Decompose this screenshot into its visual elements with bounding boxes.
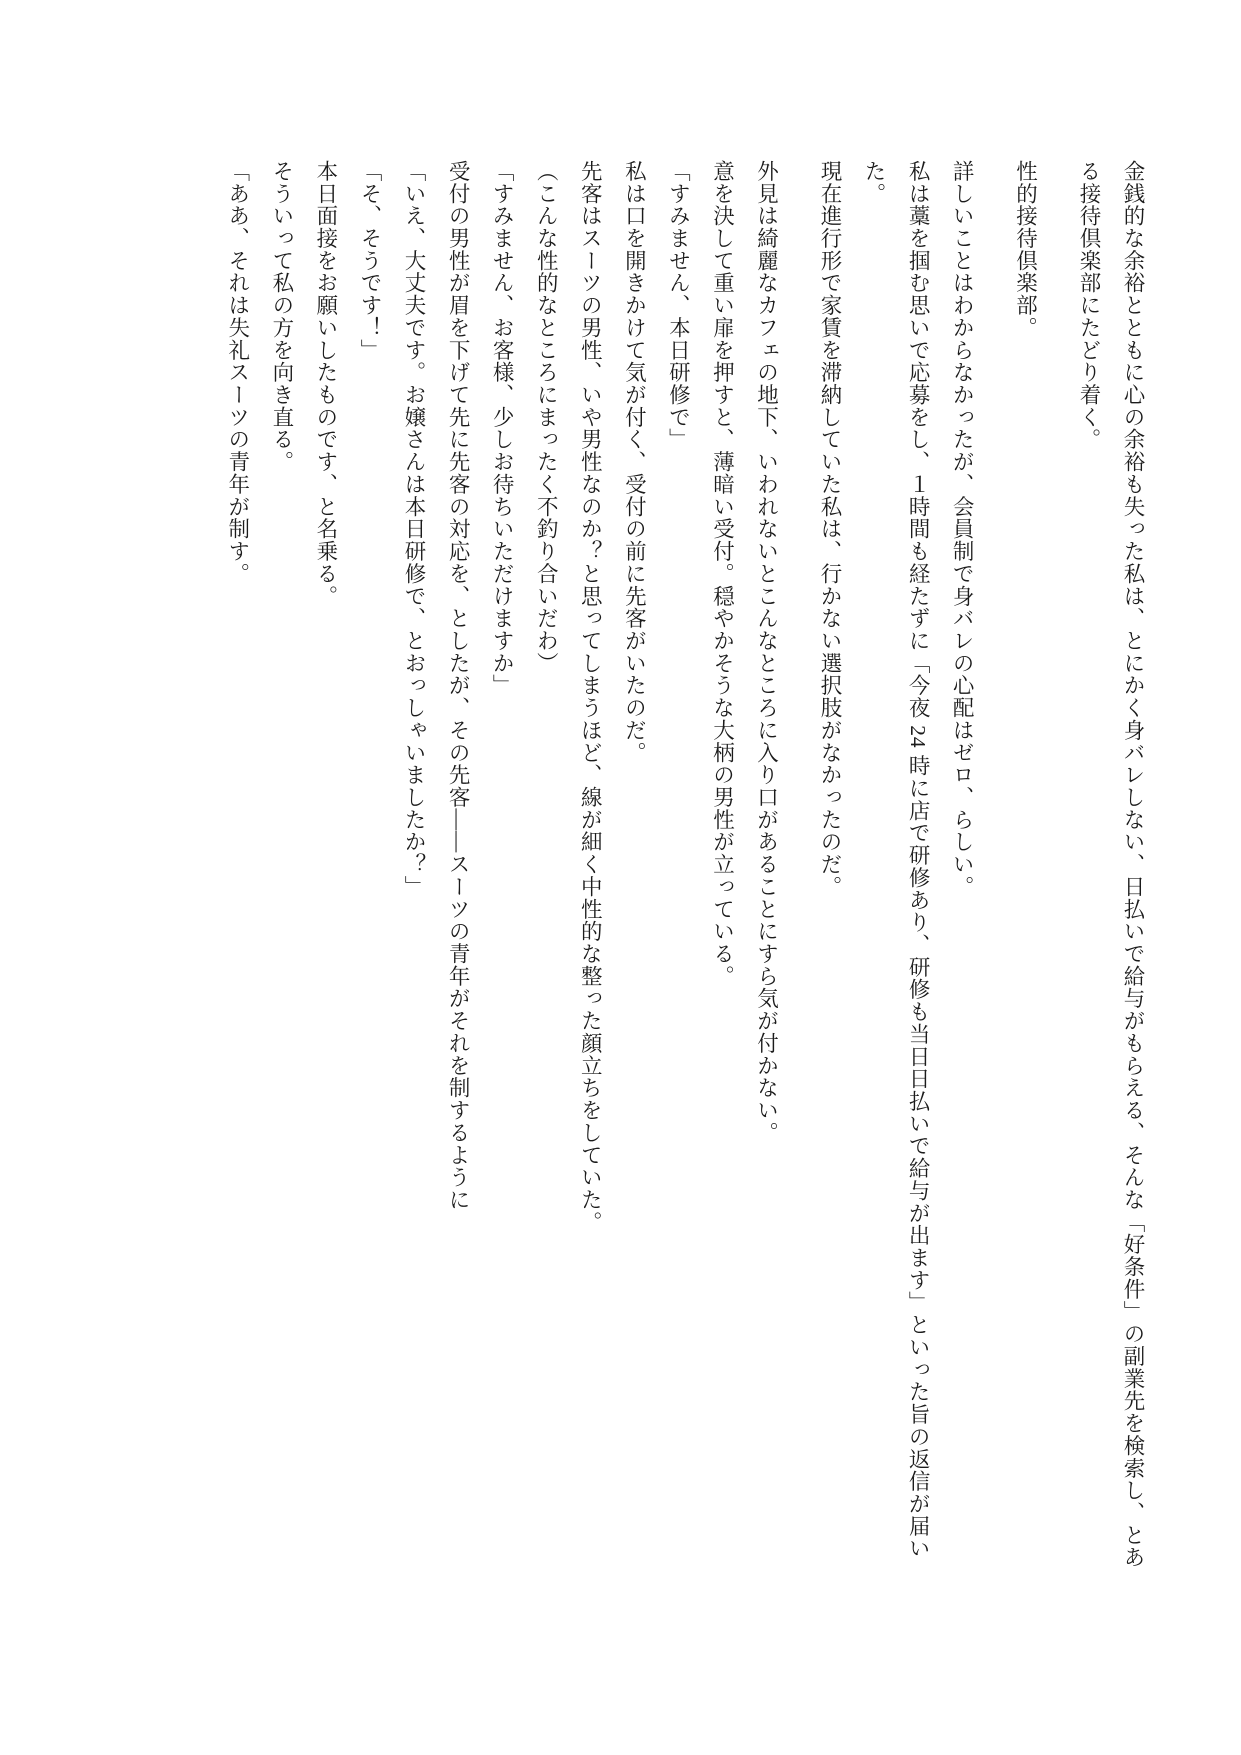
paragraph: 意を決して重い扉を押すと、薄暗い受付。穏やかそうな大柄の男性が立っている。 xyxy=(710,160,735,988)
vertical-text-body xyxy=(95,160,1155,1580)
paragraph: 「すみません、お客様、少しお待ちいただけますか」 xyxy=(490,160,515,697)
paragraph-spacer xyxy=(984,160,1003,1580)
paragraph: 「そ、そうです！」 xyxy=(357,160,382,362)
paragraph: （こんな性的なところにまったく不釣り合いだわ） xyxy=(534,160,559,675)
paragraph: 「すみません、本日研修で」 xyxy=(666,160,691,451)
paragraph: 私は口を開きかけて気が付く、受付の前に先客がいたのだ。 xyxy=(622,160,647,764)
paragraph: 詳しいことはわからなかったが、会員制で身バレの心配はゼロ、らしい。 xyxy=(950,160,975,898)
paragraph: 受付の男性が眉を下げて先に先客の対応を、としたが、その先客――スーツの青年がそれを制するように xyxy=(446,160,471,1211)
paragraph: 「いえ、大丈夫です。お嬢さんは本日研修で、とおっしゃいましたか？」 xyxy=(402,160,427,898)
paragraph: 本日面接をお願いしたものです、と名乗る。 xyxy=(313,160,338,608)
paragraph: 私は藁を掴む思いで応募をし、１時間も経たずに「今夜 24 時に店で研修あり、研修も当日日払いで給与が出ます」といった旨の返信が届いた。 xyxy=(862,160,931,1560)
paragraph: 金銭的な余裕とともに心の余裕も失った私は、とにかく身バレしない、日払いで給与がもらえる、そんな「好条件」の副業先を検索し、とある接待倶楽部にたどり着く。 xyxy=(1076,160,1145,1569)
paragraph-spacer xyxy=(789,160,808,1580)
paragraph: 「ああ、それは失礼スーツの青年が制す。 xyxy=(225,160,250,585)
paragraph: 性的接待倶楽部。 xyxy=(1013,160,1038,339)
paragraph-spacer xyxy=(1048,160,1067,1580)
paragraph: そういって私の方を向き直る。 xyxy=(269,160,294,474)
paragraph: 現在進行形で家賃を滞納していた私は、行かない選択肢がなかったのだ。 xyxy=(817,160,842,898)
paragraph: 先客はスーツの男性、いや男性なのか？と思ってしまうほど、線が細く中性的な整った顔立ちをしていた。 xyxy=(578,160,603,1234)
paragraph: 外見は綺麗なカフェの地下、いわれないとこんなところに入り口があることにすら気が付かない。 xyxy=(754,160,779,1144)
